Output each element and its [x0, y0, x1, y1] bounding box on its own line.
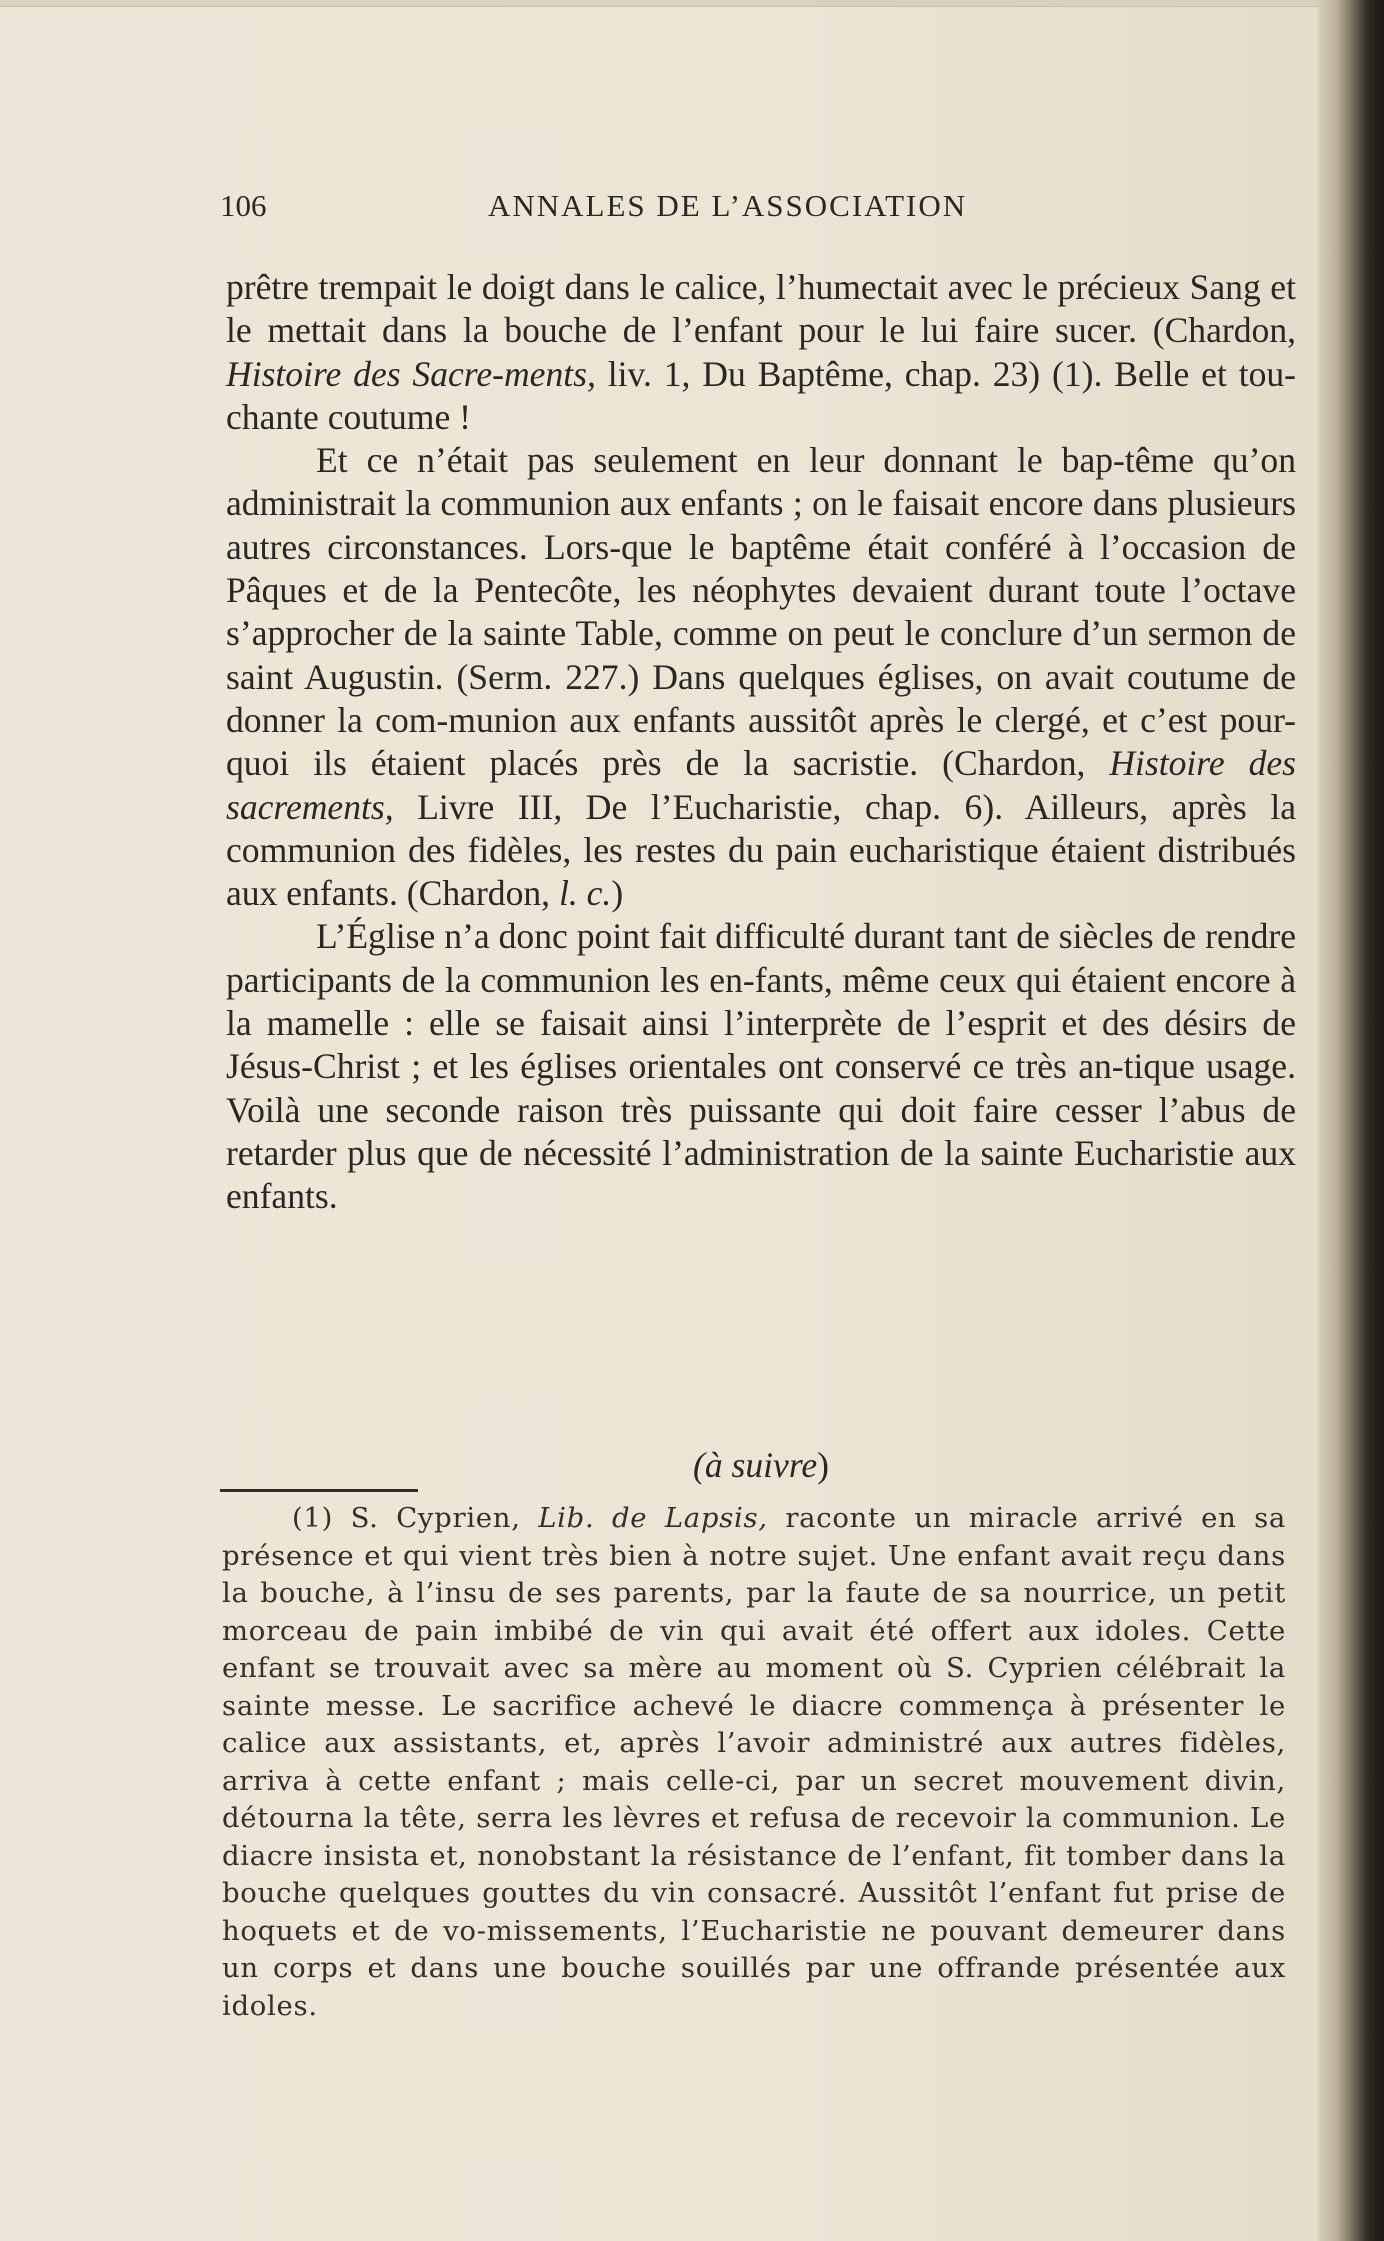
to-be-continued-text: (à suivre — [692, 1445, 818, 1485]
to-be-continued — [226, 1444, 1296, 1486]
footnote-1 — [222, 1500, 1286, 2025]
footnote-1-text: (1) S. Cyprien, — [292, 1502, 539, 1534]
paragraph-2-text-end: ) — [611, 873, 624, 914]
running-header — [220, 188, 1050, 228]
book-gutter-shadow — [1318, 0, 1384, 2241]
paragraph-2 — [226, 439, 1296, 915]
paragraph-2-italic-title: Histoire des sacrements, — [226, 743, 1296, 827]
paragraph-1-text: prêtre trempait le doigt dans le calice, l’humectait avec le précieux Sang et le mettait dans la bouche de l’enfant pour le lui faire sucer. (Chardon, — [226, 267, 1296, 351]
paragraph-2-text: Et ce n’était pas seulement en leur donnant le bap-tême qu’on administrait la communion aux enfants ; on le faisait encore dans plusieurs autres circonstances. Lors-que le baptême était conféré à l’occasion de Pâques et de la Pentecôte, les néophytes devaient durant toute l’octave s’approcher de la sainte Table, comme on peut le conclure d’un sermon de saint Augustin. (Serm. 227.) Dans quelques églises, on avait coutume de donner la com-munion aux enfants aussitôt après le clergé, et c’est pour-quoi ils étaient placés près de la sacristie. (Chardon, — [226, 440, 1296, 784]
footnote-1-text-end: raconte un miracle arrivé en sa présence et qui vient très bien à notre sujet. Une enfant avait reçu dans la bouche, à l’insu de ses parents, par la faute de sa nourrice, un petit morceau de pain imbibé de vin qui avait été offert aux idoles. Cette enfant se trouvait avec sa mère au moment où S. Cyprien célébrait la sainte messe. Le sacrifice achevé le diacre commença à présenter le calice aux assistants, et, après l’avoir administré aux autres fidèles, arriva à cette enfant ; mais celle-ci, par un secret mouvement divin, détourna la tête, serra les lèvres et refusa de recevoir la communion. Le diacre insista et, nonobstant la résistance de l’enfant, fit tomber dans la bouche quelques gouttes du vin consacré. Aussitôt l’enfant fut prise de hoquets et de vo-missements, l’Eucharistie ne pouvant demeurer dans un corps et dans une bouche souillés par une offrande présentée aux idoles. — [222, 1502, 1287, 2022]
paragraph-2-text-mid: Livre III, De l’Eucharistie, chap. 6). Ailleurs, après la communion des fidèles, les restes du pain eucharistique étaient distribués aux enfants. (Chardon, — [226, 786, 1296, 914]
paragraph-3-text: L’Église n’a donc point fait difficulté durant tant de siècles de rendre participants de la communion les en-fants, même ceux qui étaient encore à la mamelle : elle se faisait ainsi l’interprète de l’esprit et des désirs de Jésus-Christ ; et les églises orientales ont conservé ce très an-tique usage. Voilà une seconde raison très puissante qui doit faire cesser l’abus de retarder plus que de nécessité l’administration de la sainte Eucharistie aux enfants. — [226, 916, 1296, 1217]
paragraph-1 — [226, 266, 1296, 439]
footnote-1-italic-title: Lib. de Lapsis, — [538, 1502, 768, 1534]
paragraph-1-italic-title: Histoire des Sacre-ments, — [226, 353, 596, 394]
footnote — [222, 1500, 1286, 2025]
main-text — [226, 266, 1296, 1219]
paragraph-2-italic-ref: l. c. — [558, 873, 612, 914]
running-title: ANNALES DE L’ASSOCIATION — [488, 188, 968, 223]
page-number: 106 — [220, 188, 267, 223]
footnote-rule — [220, 1489, 418, 1492]
paragraph-1-text-end: liv. 1, Du Baptême, chap. 23) (1). Belle et tou-chante coutume ! — [226, 353, 1297, 437]
page-top-edge — [0, 0, 1330, 7]
to-be-continued-paren: ) — [817, 1445, 830, 1485]
paragraph-3 — [226, 915, 1296, 1218]
